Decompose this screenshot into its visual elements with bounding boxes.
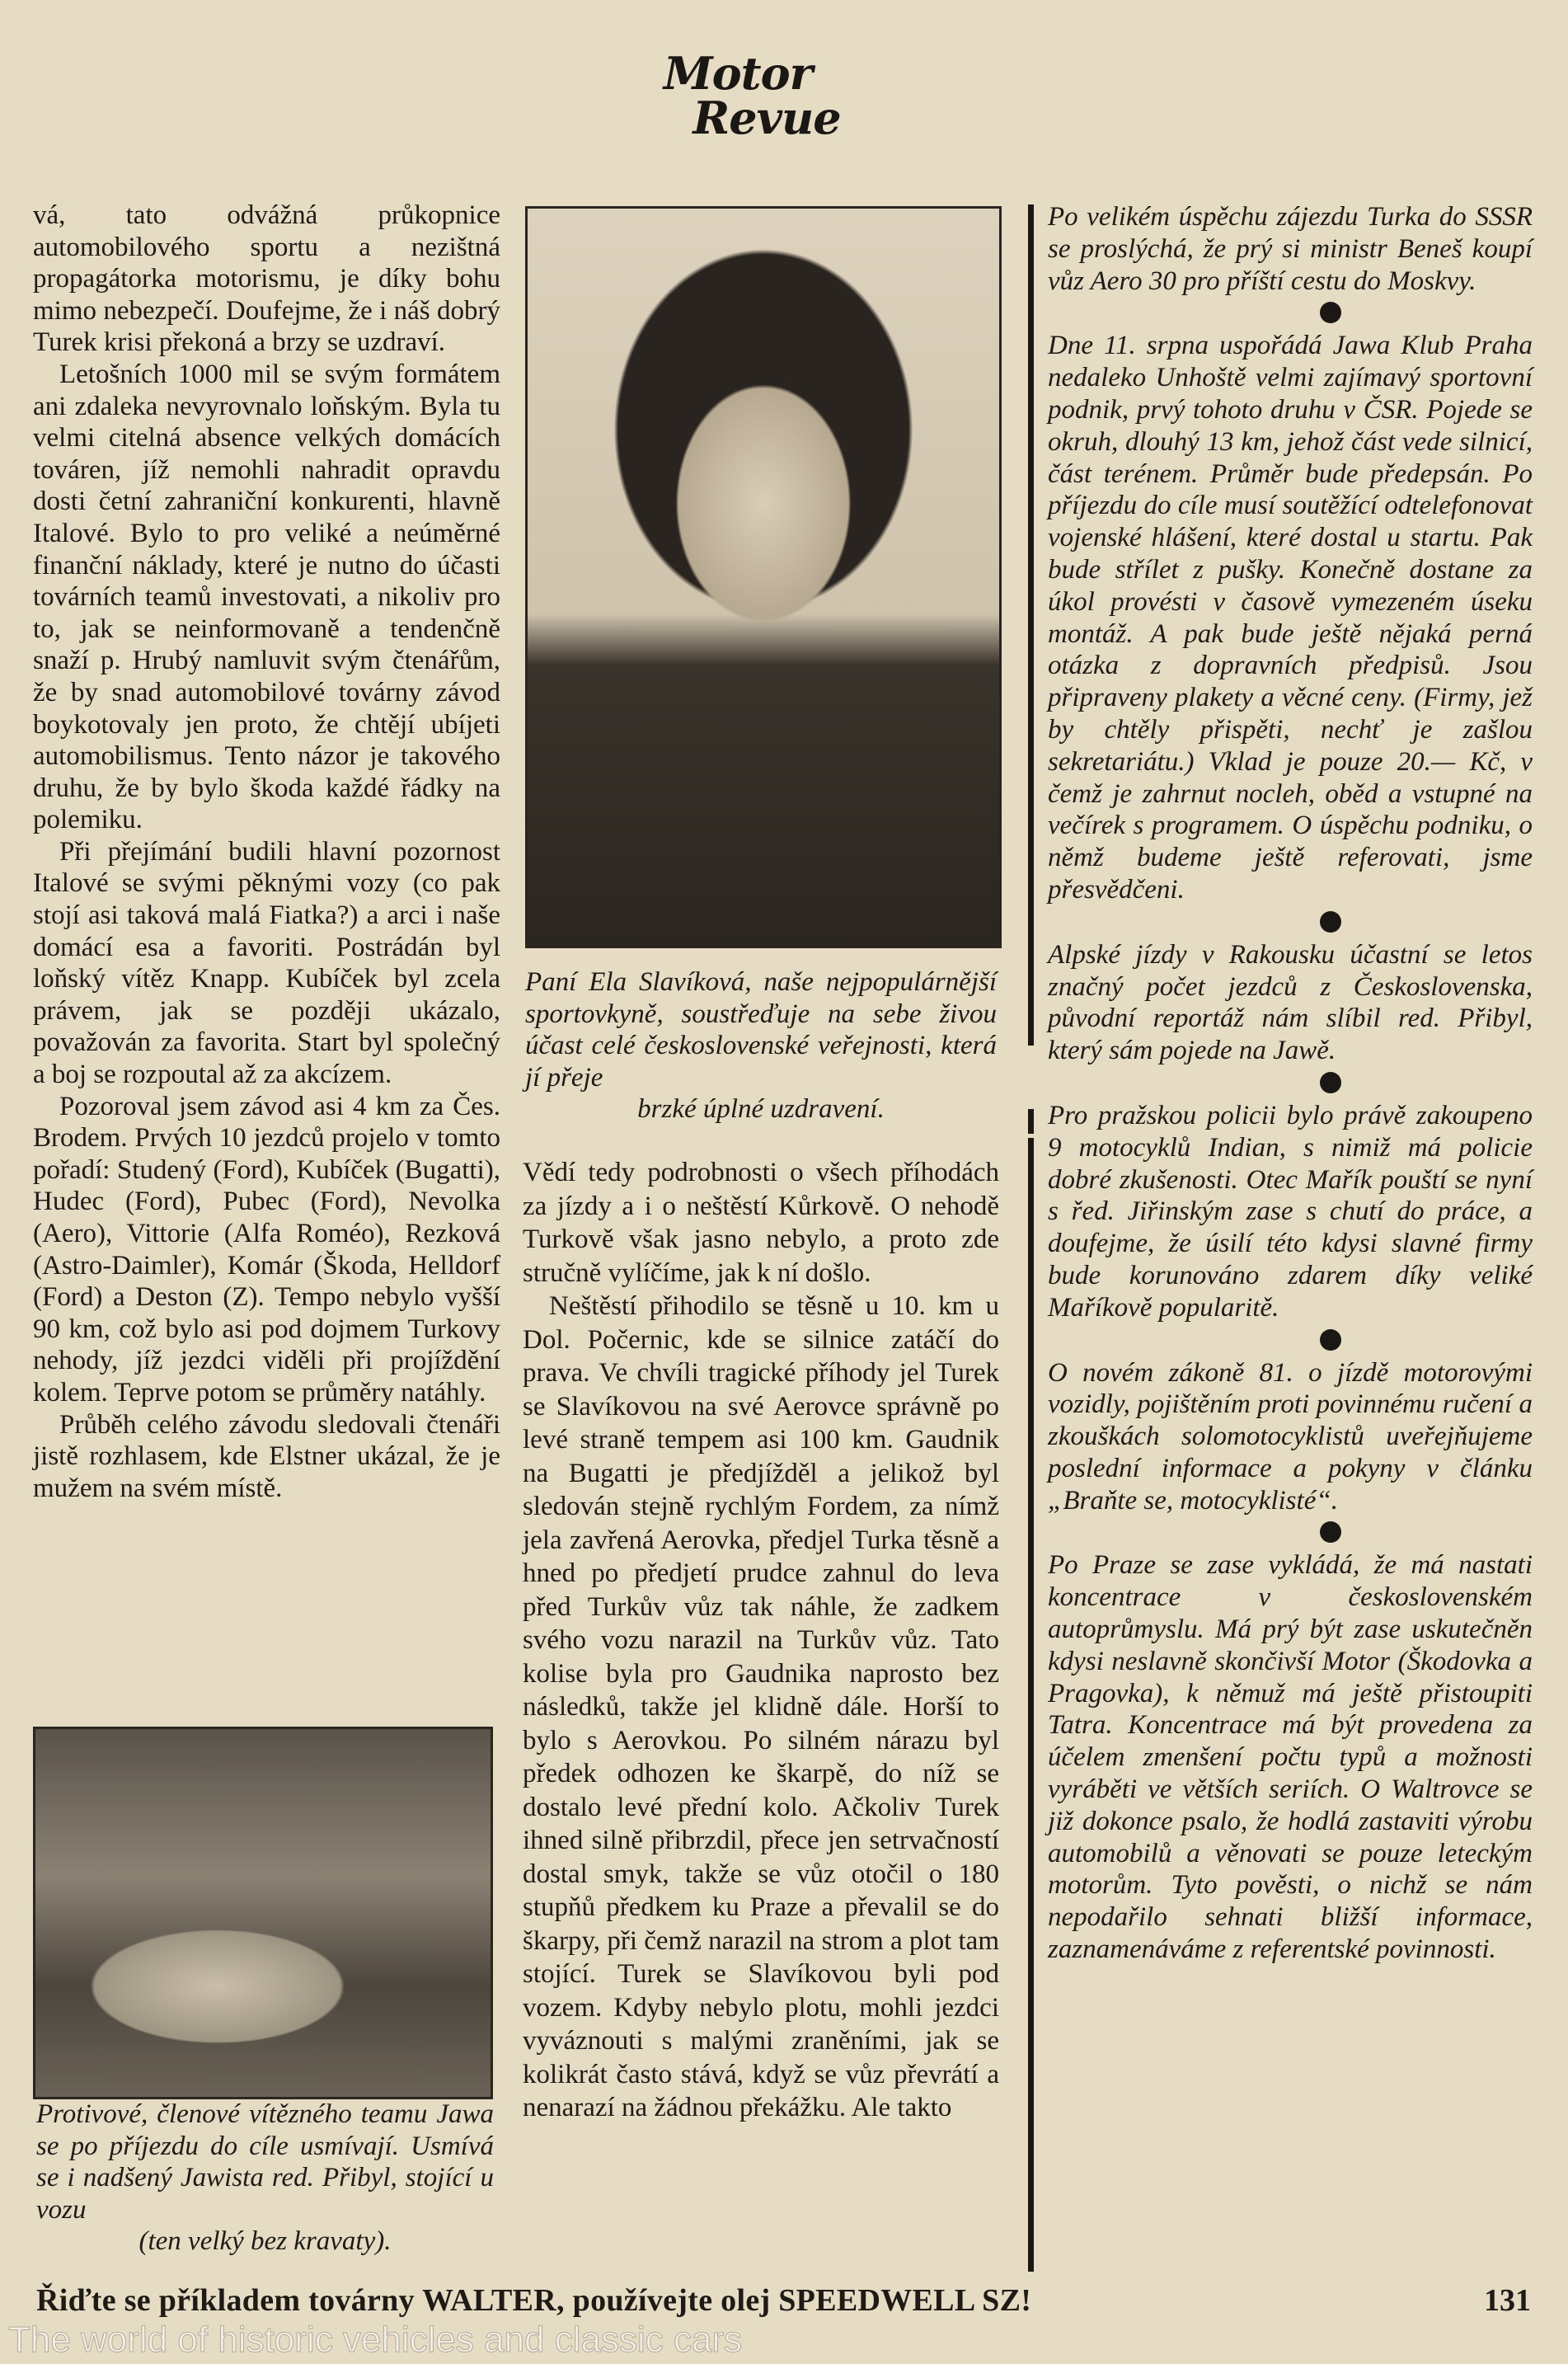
news-item: Dne 11. srpna uspořádá Jawa Klub Praha nedaleko Unhoště velmi zajímavý sportovní podnik, prvý tohoto druhu v ČSR. Pojede se okruh, dlouhý 13 km, jehož část vede silnicí, část terénem. Průměr bude předepsán. Po příjezdu do cíle musí soutěžící odtelefonovat vojenské hlášení, které dostal u startu. Pak bude střílet z pušky. Konečně dostane za úkol provésti v časově vymezeném úseku montáž. A pak bude ještě nějaká perná otázka z dopravních předpisů. Jsou připraveny plakety a věcné ceny. (Firmy, jež by chtěly přispěti, nechť je zašlou sekretariátu.) Vklad je pouze 20.— Kč, v čemž je zahrnut nocleh, oběd a vstupné na večírek s programem. O úspěchu podniku, o němž budeme ještě referovati, jsme přesvědčeni.: [1048, 331, 1533, 905]
portrait-photo-caption: [525, 966, 997, 1126]
magazine-logo: [643, 47, 857, 144]
paragraph: vá, tato odvážná průkopnice automobilového sportu a nezištná propagátorka motorismu, je díky bohu mimo nebezpečí. Doufejme, že i náš dobrý Turek krisi překoná a brzy se uzdraví.: [33, 200, 500, 358]
news-item: Po Praze se zase vykládá, že má nastati koncentrace v československém autoprůmyslu. Má prý být zase uskutečněn kdysi neslavně skončivší Motor (Škodovka a Pragovka), k němuž má ještě přistoupiti Tatra. Koncentrace má být provedena za účelem zmenšení počtu typů a možnosti vyráběti ve větších seriích. O Waltrovce se již dokonce psalo, že hodlá zastaviti výrobu automobilů a věnovati se pouze leteckým motorům. Tyto pověsti, o nichž se nám nepodařilo sehnati bližší informace, zaznamenáváme z referentské povinnosti.: [1048, 1550, 1533, 1965]
right-column-news: [1048, 201, 1533, 1966]
column-rule: [1028, 204, 1034, 1046]
paragraph: Pozoroval jsem závod asi 4 km za Čes. Brodem. Prvých 10 jezdců projelo v tomto pořadí: Studený (Ford), Kubíček (Bugatti), Hudec (Ford), Pubec (Ford), Nevolka (Aero), Vittorie (Alfa Roméo), Rezková (Astro-Daimler), Komár (Škoda, Helldorf (Ford) a Deston (Z). Tempo nebylo vyšší 90 km, což bylo asi pod dojmem Turkovy nehody, jíž jezdci viděli při projíždění kolem. Teprve potom se průměry natáhly.: [33, 1091, 500, 1408]
paragraph: Letošních 1000 mil se svým formátem ani zdaleka nevyrovnalo loňským. Byla tu velmi citelná absence velkých domácích továren, jíž nemohli nahradit opravdu dosti četní zahraniční konkurenti, hlavně Italové. Bylo to pro veliké a neúměrné finanční náklady, které je nutno do účasti továrních teamů investovati, a nikoliv pro to, jak se neinformovaně a tendenčně snaží p. Hrubý namluvit svým čtenářům, že by snad automobilové továrny závod boykotovaly jen proto, že chtějí ubíjeti automobilismus. Tento názor je takového druhu, že by bylo škoda každé řádky na polemiku.: [33, 359, 500, 835]
news-item: Pro pražskou policii bylo právě zakoupeno 9 motocyklů Indian, s nimiž má policie dobré zkušenosti. Otec Mařík pouští se nyní s řed. Jiřinským zase s chutí do práce, a doufejme, že úsilí této kdysi slavné firmy bude korunováno zdarem díky veliké Maříkově popularitě.: [1048, 1100, 1533, 1323]
paragraph: Při přejímání budili hlavní pozornost Italové se svými pěknými vozy (co pak stojí asi taková malá Fiatka?) a arci i naše domácí esa a favoriti. Postrádán byl loňský vítěz Knapp. Kubíček byl zcela právem, jak se později ukázalo, považován za favorita. Start byl společný a boj se rozpoutal až za akcízem.: [33, 836, 500, 1090]
bullet-separator-icon: [1320, 911, 1341, 933]
race-car-photo-caption: [36, 2098, 494, 2258]
bullet-separator-icon: [1320, 1521, 1341, 1543]
news-item: Po velikém úspěchu zájezdu Turka do SSSR se proslýchá, že prý si ministr Beneš koupí vůz Aero 30 pro příští cestu do Moskvy.: [1048, 202, 1533, 296]
bullet-separator-icon: [1320, 1329, 1341, 1351]
caption-text-last: brzké úplné uzdravení.: [637, 1094, 885, 1125]
portrait-photo: [525, 206, 1002, 948]
left-column: [33, 200, 500, 1504]
column-rule: [1028, 1138, 1034, 2272]
logo-line-1: Motor: [663, 47, 813, 100]
column-rule: [1028, 1109, 1034, 1134]
news-item: Alpské jízdy v Rakousku účastní se letos značný počet jezdců z Československa, původní reportáž nám slíbil red. Přibyl, který sám pojede na Jawě.: [1048, 939, 1533, 1066]
paragraph: Vědí tedy podrobnosti o všech příhodách za jízdy a i o neštěstí Kůrkově. O nehodě Turkově však jasno nebylo, a proto zde stručně vylíčíme, jak k ní došlo.: [523, 1158, 999, 1288]
paragraph: Neštěstí přihodilo se těsně u 10. km u Dol. Počernic, kde se silnice zatáčí do prava. Ve chvíli tragické příhody jel Turek se Slavíkovou na své Aerovce správně po levé straně tempem asi 100 km. Gaudnik na Bugatti je předjížděl a jelikož byl sledován stejně rychlým Fordem, za nímž jela zavřená Aerovka, předjel Turka těsně a hned po předjetí prudce zahnul do leva před Turkův vůz tak náhle, že zadkem svého vozu narazil na Turkův vůz. Tato kolise byla pro Gaudnika naprosto bez následků, takže jel klidně dále. Horší to bylo s Aerovkou. Po silném nárazu byl předek odhozen ke škarpě, do níž se dostalo levé přední kolo. Ačkoliv Turek ihned silně přibrzdil, přece jen setrvačností dostal smyk, takže se vůz otočil o 180 stupňů předkem ku Praze a převalil se do škarpy, při čemž narazil na strom a plot tam stojící. Turek se Slavíkovou byli pod vozem. Kdyby nebylo plotu, mohli jezdci vyváznouti s malými zraněními, jak se kolikrát často stává, když se vůz převrátí a nenarazí na žádnou překážku. Ale takto: [523, 1291, 999, 2122]
logo-line-2: Revue: [692, 92, 841, 144]
caption-text: Protivové, členové vítězného teamu Jawa se po příjezdu do cíle usmívají. Usmívá se i nadšený Jawista red. Přibyl, stojící u vozu: [36, 2099, 494, 2225]
bullet-separator-icon: [1320, 1072, 1341, 1093]
caption-text-last: (ten velký bez kravaty).: [138, 2226, 392, 2257]
caption-text: Paní Ela Slavíková, naše nejpopulárnější sportovkyně, soustřeďuje na sebe živou účast celé československé veřejnosti, která jí přeje: [525, 967, 997, 1093]
paragraph: Průběh celého závodu sledovali čtenáři jistě rozhlasem, kde Elstner ukázal, že je mužem na svém místě.: [33, 1409, 500, 1503]
watermark-tagline: The world of historic vehicles and classic cars: [8, 2319, 743, 2360]
race-car-photo: [33, 1727, 493, 2099]
center-column: [523, 1156, 999, 2125]
footer-slogan: Řiďte se příkladem továrny WALTER, používejte olej SPEEDWELL SZ!: [36, 2283, 1032, 2318]
news-item: O novém zákoně 81. o jízdě motorovými vozidly, pojištěním proti povinnému ručení a zkouškách solomotocyklistů uveřejňujeme poslední informace a pokyny v článku „Braňte se, motocyklisté“.: [1048, 1357, 1533, 1516]
page-number: 131: [1484, 2283, 1531, 2318]
bullet-separator-icon: [1320, 302, 1341, 323]
